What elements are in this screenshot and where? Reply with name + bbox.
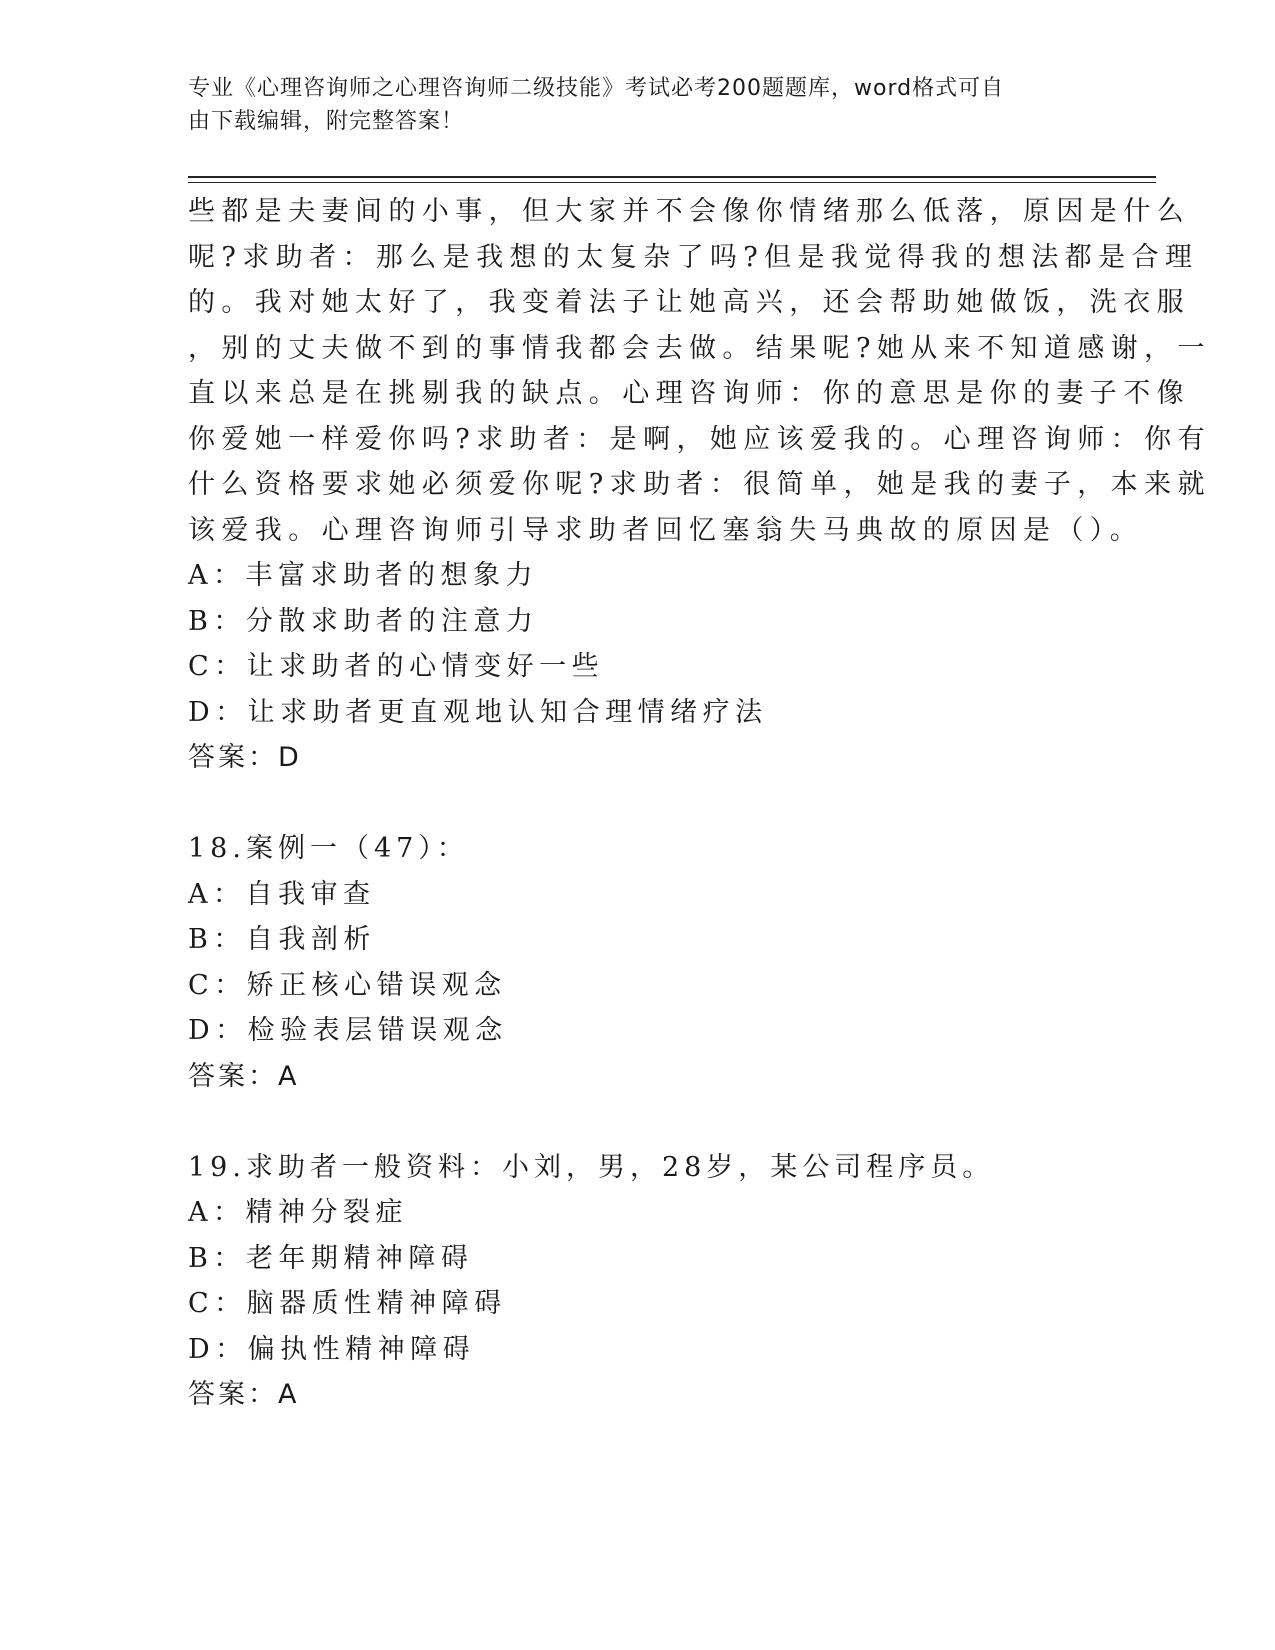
option-c: C：矫正核心错误观念 (188, 969, 507, 1001)
question-title: 19.求助者一般资料：小刘，男，28岁，某公司程序员。 (188, 1151, 995, 1183)
option-d: D：检验表层错误观念 (188, 1015, 508, 1046)
question-17-answer: 答案：D (188, 742, 302, 773)
option-a: A：自我审查 (188, 878, 376, 910)
header-rule-thick (188, 176, 1156, 178)
passage-line: 直以来总是在挑剔我的缺点。心理咨询师：你的意思是你的妻子不像 (188, 378, 1190, 409)
question-17-options (188, 553, 1088, 735)
option-b: B：老年期精神障碍 (188, 1242, 474, 1274)
question-answer: 答案：A (188, 1379, 300, 1410)
question-19 (188, 1145, 1088, 1418)
option-a: A：丰富求助者的想象力 (188, 560, 538, 591)
question-answer: 答案：A (188, 1060, 300, 1092)
option-c: C：脑器质性精神障碍 (188, 1288, 507, 1319)
page-content (188, 189, 1211, 1418)
option-b: B：分散求助者的注意力 (188, 605, 539, 637)
option-d: D：偏执性精神障碍 (188, 1333, 476, 1365)
header-line-1: 专业《心理咨询师之心理咨询师二级技能》考试必考200题题库，word格式可自 (188, 76, 1005, 101)
question-18 (188, 826, 1088, 1099)
option-d: D：让求助者更直观地认知合理情绪疗法 (188, 696, 768, 728)
question-title: 18.案例一（47）： (188, 833, 469, 864)
passage-line: 的。我对她太好了，我变着法子让她高兴，还会帮助她做饭，洗衣服 (188, 287, 1190, 318)
spacer (188, 781, 1088, 827)
passage-line: 些都是夫妻间的小事，但大家并不会像你情绪那么低落，原因是什么 (188, 196, 1190, 227)
option-a: A：精神分裂症 (188, 1197, 408, 1228)
header-line-2: 由下载编辑，附完整答案！ (188, 109, 465, 134)
spacer (188, 1099, 1088, 1145)
passage-line: ，别的丈夫做不到的事情我都会去做。结果呢?她从来不知道感谢，一 (188, 332, 1211, 364)
option-c: C：让求助者的心情变好一些 (188, 651, 605, 682)
option-b: B：自我剖析 (188, 924, 376, 955)
header-rule-thin (188, 182, 1156, 183)
passage-line: 你爱她一样爱你吗?求助者：是啊，她应该爱我的。心理咨询师：你有 (188, 423, 1211, 455)
passage-line: 什么资格要求她必须爱你呢?求助者：很简单，她是我的妻子，本来就 (188, 469, 1211, 500)
question-17-passage (188, 189, 1211, 553)
passage-line: 呢?求助者：那么是我想的太复杂了吗?但是我觉得我的想法都是合理 (188, 241, 1199, 273)
page-header (188, 72, 1068, 138)
passage-line: 该爱我。心理咨询师引导求助者回忆塞翁失马典故的原因是（）。 (188, 514, 1144, 546)
